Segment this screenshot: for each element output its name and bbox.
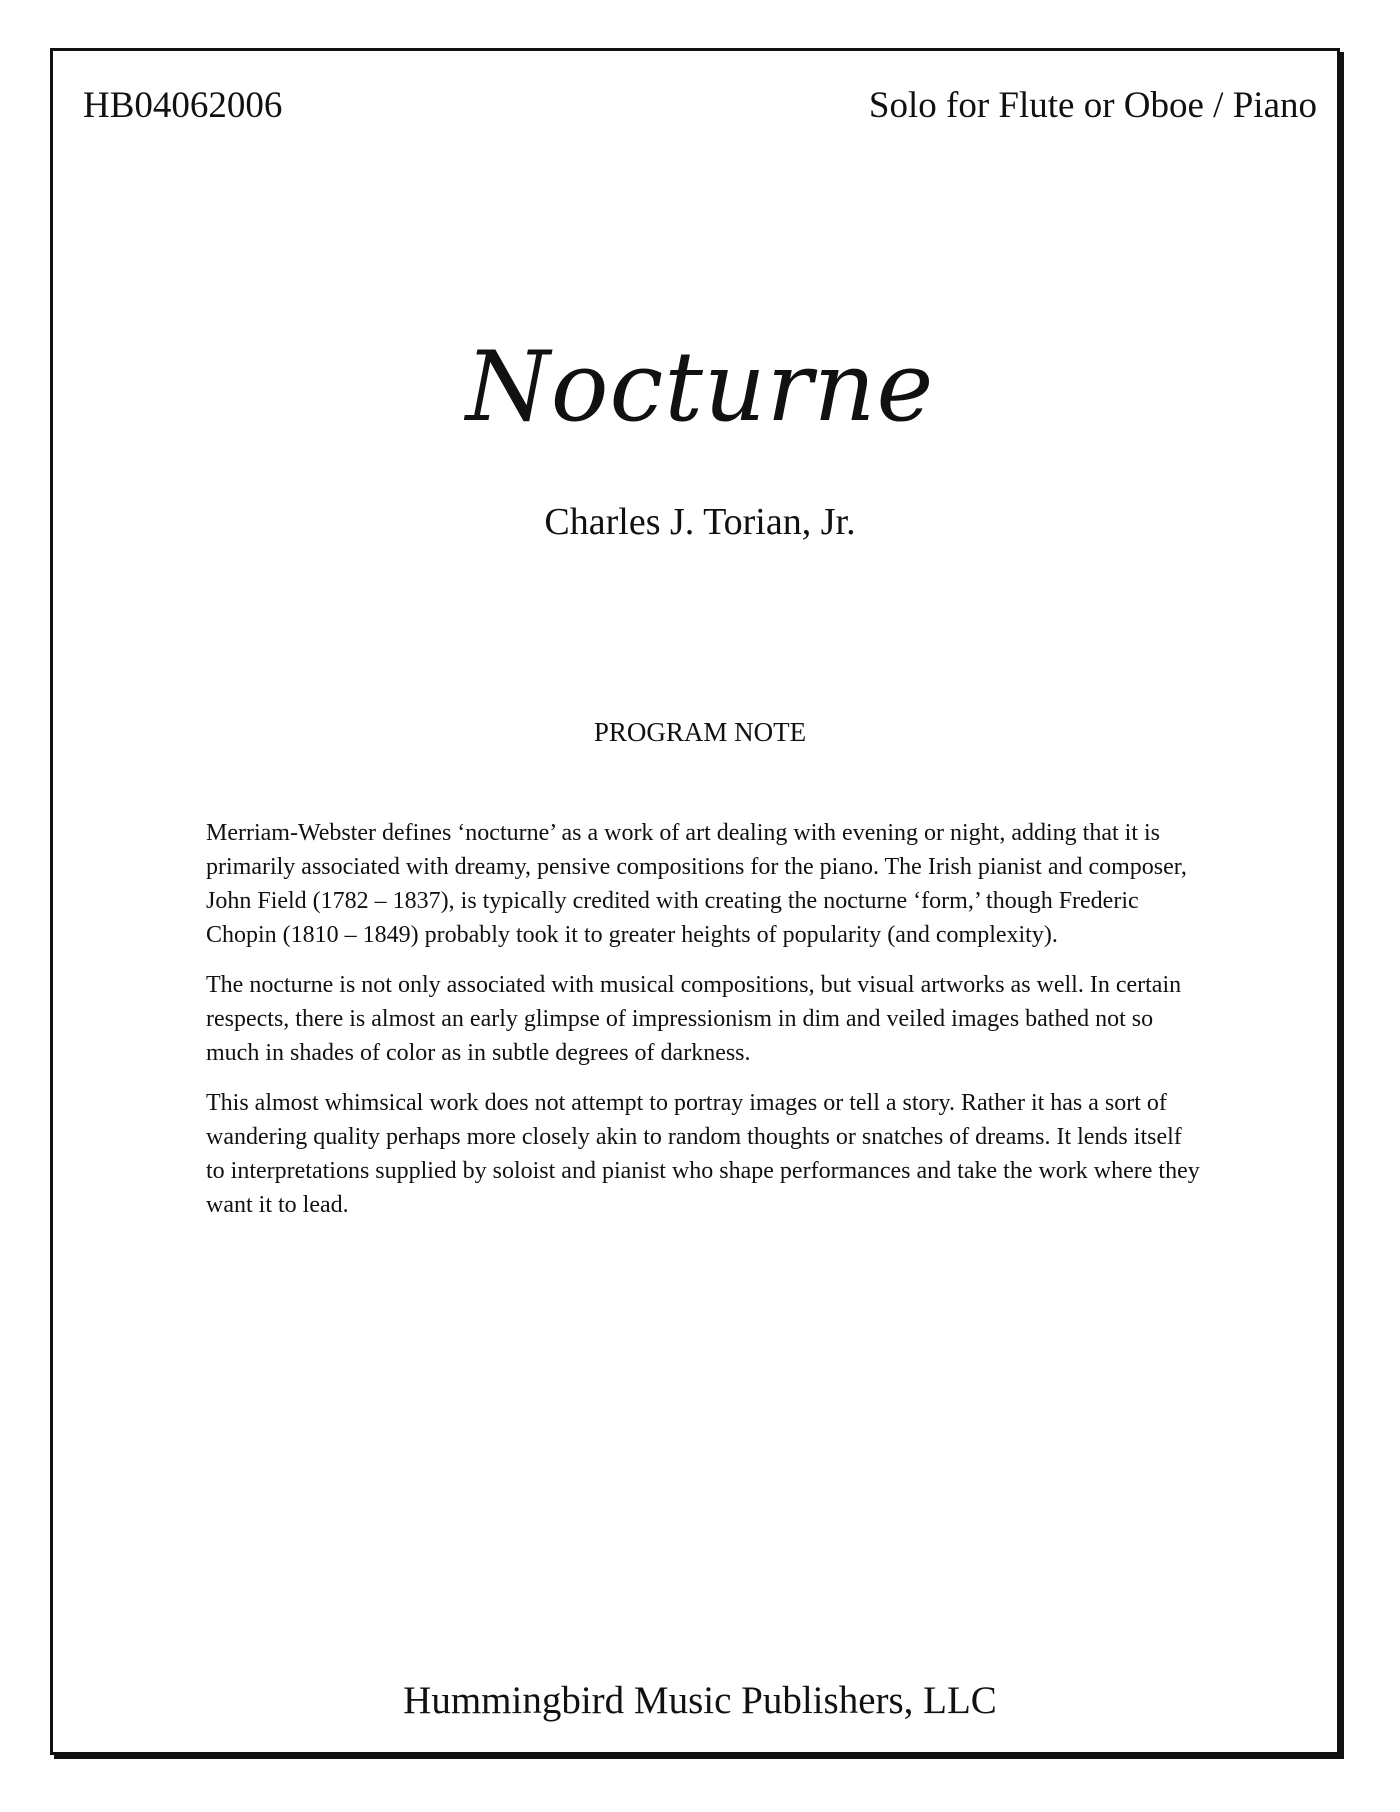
program-note-paragraph: The nocturne is not only associated with musical compositions, but visual artworks as well. In certain respects, there is almost an early glimpse of impressionism in dim and veiled images bathed not so much in shades of color as in subtle degrees of darkness.: [206, 972, 1182, 1066]
catalog-number: HB04062006: [83, 85, 283, 126]
publisher-name: Hummingbird Music Publishers, LLC: [403, 1679, 997, 1722]
program-note-heading: PROGRAM NOTE: [593, 717, 807, 747]
composer-name: Charles J. Torian, Jr.: [544, 501, 856, 543]
program-note-paragraph: Merriam-Webster defines ‘nocturne’ as a work of art dealing with evening or night, adding that it is primarily associated with dreamy, pensive compositions for the piano. The Irish pianist and composer, John Field (1782 – 1837), is typically credited with creating the nocturne ‘form,’ though Frederic Chopin (1810 – 1849) probably took it to greater heights of popularity (and complexity).: [206, 820, 1187, 948]
instrumentation: Solo for Flute or Oboe / Piano: [868, 85, 1317, 126]
page-title: Nocturne: [465, 331, 935, 443]
program-note-body: [206, 816, 1206, 1238]
program-note-paragraph: This almost whimsical work does not attempt to portray images or tell a story. Rather it has a sort of wandering quality perhaps more closely akin to random thoughts or snatches of dreams. It lends itself to interpretations supplied by soloist and pianist who shape performances and take the work where they want it to lead.: [206, 1090, 1200, 1218]
